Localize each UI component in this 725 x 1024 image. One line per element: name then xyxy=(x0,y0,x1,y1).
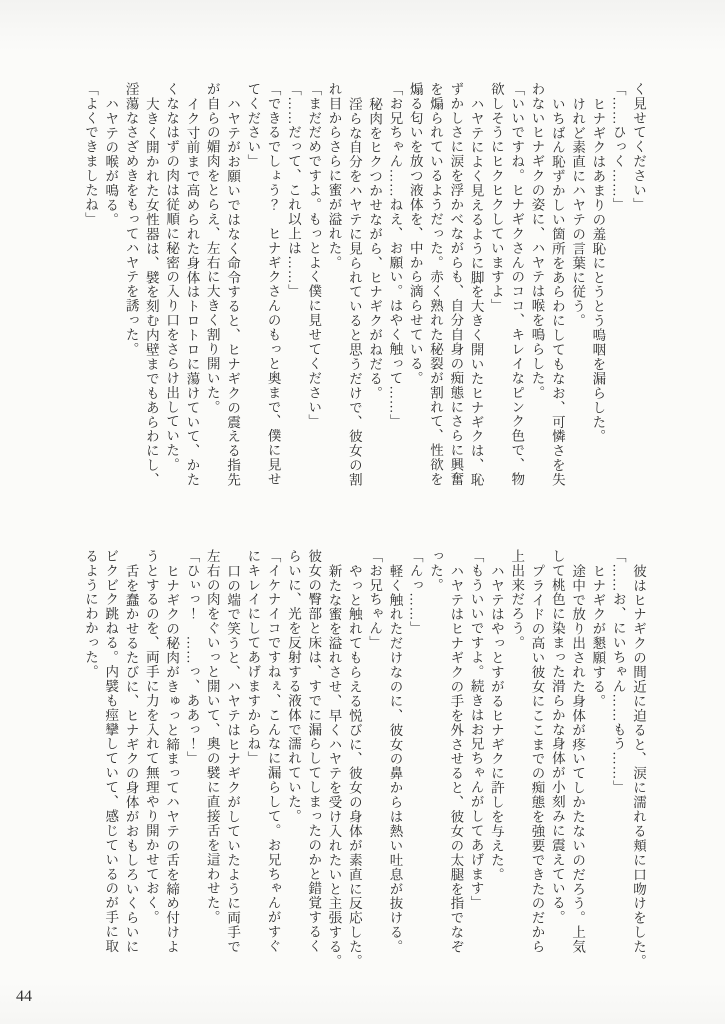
text-line: 左右の肉をぐいっと開いて、奥の襞に直接舌を這わせた。 xyxy=(204,549,220,925)
text-line: ビクビク跳ねる。内襞も痙攣していて、感じているのが手に取 xyxy=(103,549,119,954)
text-line: ヒナギクはあまりの羞恥にとうとう嗚咽を漏らした。 xyxy=(590,96,606,444)
text-line: 「いいですね。ヒナギクさんのココ、キレイなピンク色で、物 xyxy=(509,82,525,487)
text-line: 大きく開かれた女性器は、襞を刻む内壁までもあらわにし、 xyxy=(143,96,159,487)
text-line: 淫らな自分をハヤテに見られていると思うだけで、彼女の割 xyxy=(346,96,362,487)
text-block-bottom xyxy=(80,549,648,969)
text-line: れ目からさらに蜜が溢れた。 xyxy=(326,82,342,270)
text-line: が自らの媚肉をとらえ、左右に大きく割り開いた。 xyxy=(204,82,220,415)
text-line: ヒナギクの秘肉がきゅっと締まってハヤテの舌を締め付けよ xyxy=(164,563,180,954)
text-line: てください」 xyxy=(245,82,261,169)
text-line: 「……お、にいちゃん……もう……」 xyxy=(610,549,626,795)
text-line: く見せてください」 xyxy=(631,82,646,213)
text-line: 口の端で笑うと、ハヤテはヒナギクがしていたように両手で xyxy=(225,563,241,954)
text-line: ハヤテによく見えるように脚を大きく開いたヒナギクは、恥 xyxy=(468,96,484,487)
text-line: 軽く触れただけなのに、彼女の鼻からは熱い吐息が抜ける。 xyxy=(387,563,403,954)
text-line: けれど素直にハヤテの言葉に従う。 xyxy=(570,96,586,328)
text-line: 「……だって、これ以上は……」 xyxy=(285,82,301,299)
text-line: 彼女の臀部と床は、すでに漏らしてしまったのかと錯覚するく xyxy=(306,549,322,954)
text-line: ハヤテがお願いではなく命令すると、ヒナギクの震える指先 xyxy=(225,96,241,487)
text-line: るようにわかった。 xyxy=(82,549,98,680)
text-line: 「イケナイコですねぇ、こんなに漏らして。お兄ちゃんがすぐ xyxy=(265,549,281,954)
text-line: 欲しそうにヒクヒクしていますよ」 xyxy=(488,82,504,314)
text-line: 新たな蜜を溢れさせ、早くハヤテを受け入れたいと主張する。 xyxy=(326,563,342,969)
text-line: 舌を蠢かせるたびに、ヒナギクの身体がおもしろいくらいに xyxy=(123,563,139,954)
text-line: 煽る匂いを放つ液体を、中から滴らせている。 xyxy=(407,82,423,386)
text-line: ずかしさに涙を浮かべながらも、自分自身の痴態にさらに興奮 xyxy=(448,82,464,487)
text-line: 「もういいですよ。続きはお兄ちゃんがしてあげます」 xyxy=(468,549,484,911)
text-line: わないヒナギクの姿に、ハヤテは喉を鳴らした。 xyxy=(529,82,545,400)
text-line: 「お兄ちゃん……ねえ、お願い。はやく触って……」 xyxy=(387,82,403,429)
text-line: 「……ひっく……」 xyxy=(610,82,626,213)
text-line: くななはずの肉は従順に秘密の入り口をさらけ出していた。 xyxy=(164,82,180,473)
text-line: を煽られているようだった。赤く熟れた秘裂が割れて、性欲を xyxy=(428,82,444,487)
text-line: らいに、光を反射する液体で濡れていた。 xyxy=(285,549,301,824)
text-line: 「お兄ちゃん」 xyxy=(367,549,383,651)
text-line: 彼はヒナギクの間近に迫ると、涙に濡れる頬に口吻けをした。 xyxy=(631,563,646,969)
text-line: った。 xyxy=(428,549,444,593)
text-line: 淫蕩なさざめきをもってハヤテを誘った。 xyxy=(123,82,139,357)
text-line: うとするのを、両手に力を入れて無理やり開かせておく。 xyxy=(143,549,159,925)
text-line: して桃色に染まった滑らかな身体が小刻みに震えている。 xyxy=(549,549,565,925)
text-line: ハヤテの喉が鳴る。 xyxy=(103,96,119,227)
text-line: 秘肉をヒクつかせながら、ヒナギクがねだる。 xyxy=(367,96,383,400)
text-line: プライドの高い彼女にここまでの痴態を強要できたのだから xyxy=(529,563,545,954)
text-line: 途中で放り出された身体が疼いてしかたないのだろう。上気 xyxy=(570,563,586,954)
text-line: ハヤテはヒナギクの手を外させると、彼女の太腿を指でなぞ xyxy=(448,563,464,954)
text-line: 「できるでしょう？ ヒナギクさんのもっと奥まで、僕に見せ xyxy=(265,82,281,487)
text-line: 「まだだめですよ。もっとよく僕に見せてください」 xyxy=(306,82,322,429)
text-line: いちばん恥ずかしい箇所をあらわにしてもなお、可憐さを失 xyxy=(549,96,565,487)
text-line: やっと触れてもらえる悦びに、彼女の身体が素直に反応した。 xyxy=(346,563,362,969)
text-line: 「よくできましたね」 xyxy=(82,82,98,227)
text-line: イク寸前まで高められた身体はトロトロに蕩けていて、かた xyxy=(184,96,200,487)
page-number: 44 xyxy=(16,988,32,1005)
text-block-top xyxy=(80,82,648,494)
text-line: 「んっ……」 xyxy=(407,549,423,636)
text-line: ヒナギクが懇願する。 xyxy=(590,563,606,708)
text-line: ハヤテはやっとすがるヒナギクに許しを与えた。 xyxy=(488,563,504,882)
text-line: 「ひぃっ！ ……っ、ああっ！」 xyxy=(184,549,200,766)
text-line: 上出来だろう。 xyxy=(509,549,525,651)
text-line: にキレイにしてあげますからね」 xyxy=(245,549,261,766)
